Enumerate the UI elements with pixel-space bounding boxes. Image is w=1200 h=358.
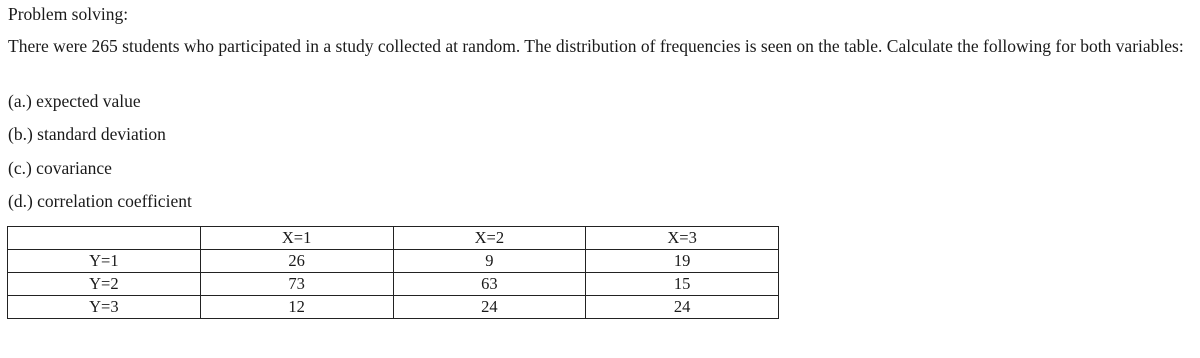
table-cell: 63: [393, 273, 586, 296]
table-cell: 9: [393, 250, 586, 273]
question-d: (d.) correlation coefficient: [8, 191, 192, 211]
problem-heading: Problem solving:: [8, 4, 129, 24]
problem-statement: There were 265 students who participated in a study collected at random. The distribution of frequencies is seen on the table. Calculate the following for both variables:: [8, 36, 1184, 56]
table-row: [8, 250, 779, 273]
column-header-x3: X=3: [586, 227, 779, 250]
table-cell: 73: [200, 273, 393, 296]
table-row: [8, 273, 779, 296]
question-b: (b.) standard deviation: [8, 124, 166, 144]
column-header-x1: X=1: [200, 227, 393, 250]
row-header-y3: Y=3: [8, 296, 201, 319]
table-corner-cell: [8, 227, 201, 250]
table-cell: 24: [393, 296, 586, 319]
table-cell: 26: [200, 250, 393, 273]
row-header-y1: Y=1: [8, 250, 201, 273]
table-cell: 15: [586, 273, 779, 296]
question-a: (a.) expected value: [8, 91, 141, 111]
table-row: [8, 296, 779, 319]
row-header-y2: Y=2: [8, 273, 201, 296]
table-header-row: [8, 227, 779, 250]
frequency-table: [7, 226, 779, 319]
table-cell: 24: [586, 296, 779, 319]
table-cell: 12: [200, 296, 393, 319]
table-cell: 19: [586, 250, 779, 273]
column-header-x2: X=2: [393, 227, 586, 250]
question-c: (c.) covariance: [8, 158, 112, 178]
